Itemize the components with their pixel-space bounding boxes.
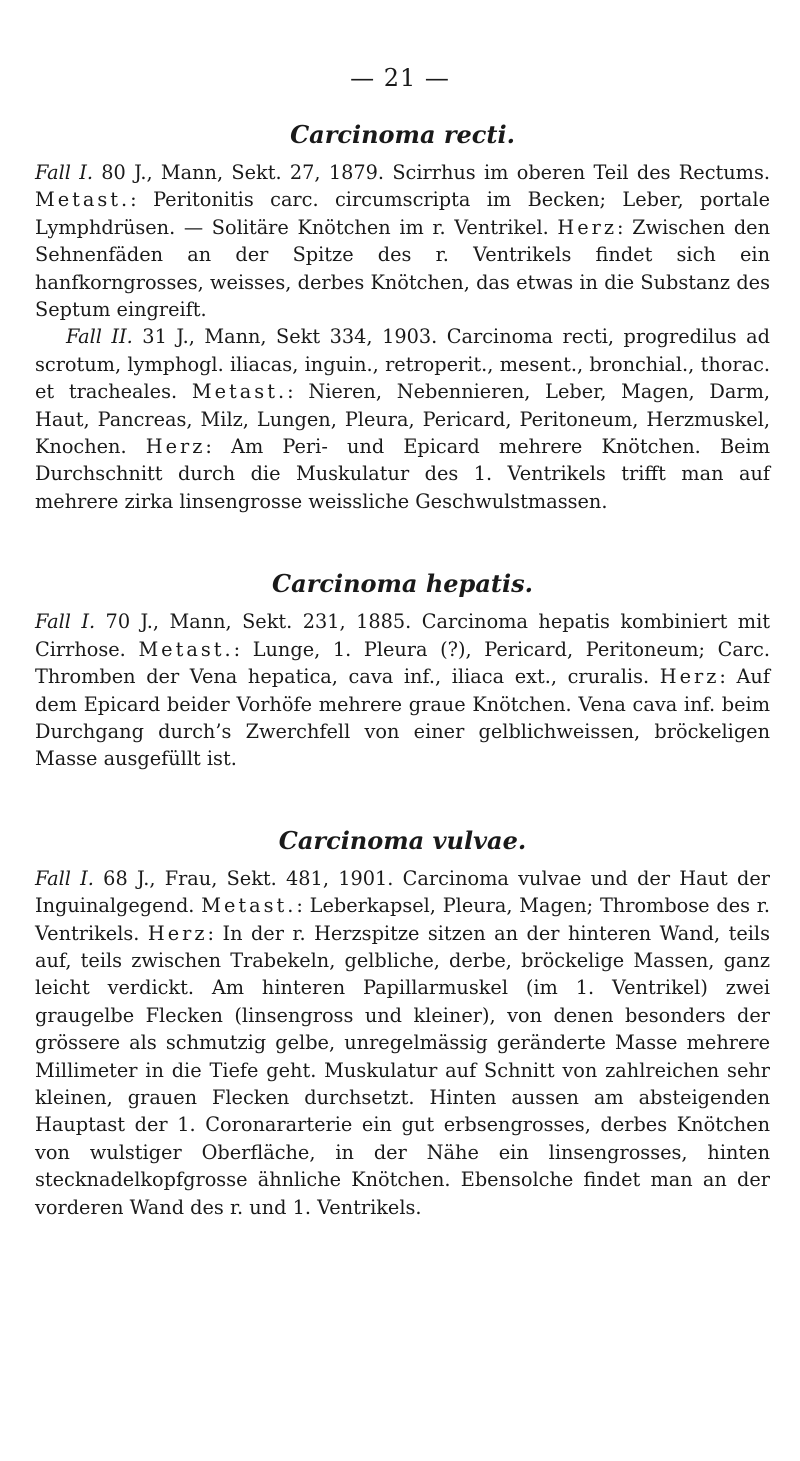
case-intro: 31 J., Mann, Sekt 334, 1903. Carcinoma recti, progredilus ad scrotum, lymphogl. iliacas, inguin., retroperit., mesent., bronchial., thorac. et tracheales. (35, 325, 770, 404)
section-title: Carcinoma hepatis. (272, 569, 533, 599)
herz-label: Herz (147, 921, 208, 945)
case-intro: 80 J., Mann, Sekt. 27, 1879. Scirrhus im oberen Teil des Rectums. (101, 161, 770, 184)
case-label: Fall I. (35, 161, 93, 184)
case-intro: 70 J., Mann, Sekt. 231, 1885. Carcinoma hepatis kombiniert mit Cirrhose. (35, 610, 770, 661)
case-label: Fall II. (66, 325, 133, 349)
herz-text: : Auf dem Epicard beider Vorhöfe mehrere graue Knötchen. Vena cava inf. beim Durchgang durch’s Zwerchfell von einer gelblichweissen, bröckeligen Masse ausgefüllt ist. (35, 665, 770, 771)
case-paragraph (35, 159, 770, 323)
herz-label: Herz (557, 215, 618, 239)
metast-label: Metast. (138, 637, 234, 661)
case-paragraph (35, 865, 770, 1221)
metast-label: Metast. (35, 188, 131, 212)
herz-label: Herz (659, 665, 720, 689)
herz-text: : Am Peri- und Epicard mehrere Knötchen. Beim Durchschnitt durch die Muskulatur des 1. Ventrikels trifft man auf mehrere zirka linsengrosse weissliche Geschwulstmassen. (35, 435, 770, 513)
case-label: Fall I. (35, 610, 96, 634)
metast-text: : Leberkapsel, Pleura, Magen; Thrombose des r. Ventrikels. (35, 894, 770, 945)
section-title: Carcinoma vulvae. (278, 825, 527, 855)
metast-text: : Nieren, Nebennieren, Leber, Magen, Darm, Haut, Pancreas, Milz, Lungen, Pleura, Pericard, Peritoneum, Herzmuskel, Knochen. (35, 380, 770, 459)
metast-label: Metast. (201, 894, 297, 918)
section-carcinoma-hepatis (35, 569, 770, 772)
metast-text: : Lunge, 1. Pleura (?), Pericard, Peritoneum; Carc. Thromben der Vena hepatica, cava inf., iliaca ext., cruralis. (35, 637, 770, 689)
case-intro: 68 J., Frau, Sekt. 481, 1901. Carcinoma vulvae und der Haut der Inguinalgegend. (35, 866, 771, 918)
section-carcinoma-vulvae (35, 826, 770, 1221)
herz-text: : Zwischen den Sehnenfäden an der Spitze des r. Ventrikels findet sich ein hanfkorngrosses, weisses, derbes Knötchen, das etwas in die Substanz des Septum eingreift. (35, 215, 770, 322)
herz-text: : In der r. Herzspitze sitzen an der hinteren Wand, teils auf, teils zwischen Trabekeln, gelbliche, derbe, bröckelige Massen, ganz leicht verdickt. Am hinteren Papillarmuskel (im 1. Ventrikel) zwei graugelbe Flecken (linsengross und kleiner), von denen besonders der grössere als schmutzig gelbe, unregelmässig geränderte Masse mehrere Millimeter in die Tiefe geht. Muskulatur auf Schnitt von zahlreichen sehr kleinen, grauen Flecken durchsetzt. Hinten aussen am absteigenden Hauptast der 1. Coronararterie ein gut erbsengrosses, derbes Knötchen von wulstiger Oberfläche, in der Nähe ein linsengrosses, hinten stecknadelkopfgrosse ähnliche Knötchen. Ebensolche findet man an der vorderen Wand des r. und 1. Ventrikels. (35, 921, 770, 1219)
case-paragraph (35, 608, 770, 772)
herz-label: Herz (145, 435, 206, 459)
section-title: Carcinoma recti. (290, 120, 515, 149)
metast-text: : Peritonitis carc. circumscripta im Becken; Leber, portale Lymphdrüsen. — Solitäre Knötchen im r. Ventrikel. (35, 188, 770, 239)
case-label: Fall I. (35, 866, 94, 890)
page-number: — 21 — (350, 64, 450, 92)
section-carcinoma-recti (35, 120, 770, 515)
case-paragraph (35, 323, 770, 515)
metast-label: Metast. (191, 380, 288, 404)
